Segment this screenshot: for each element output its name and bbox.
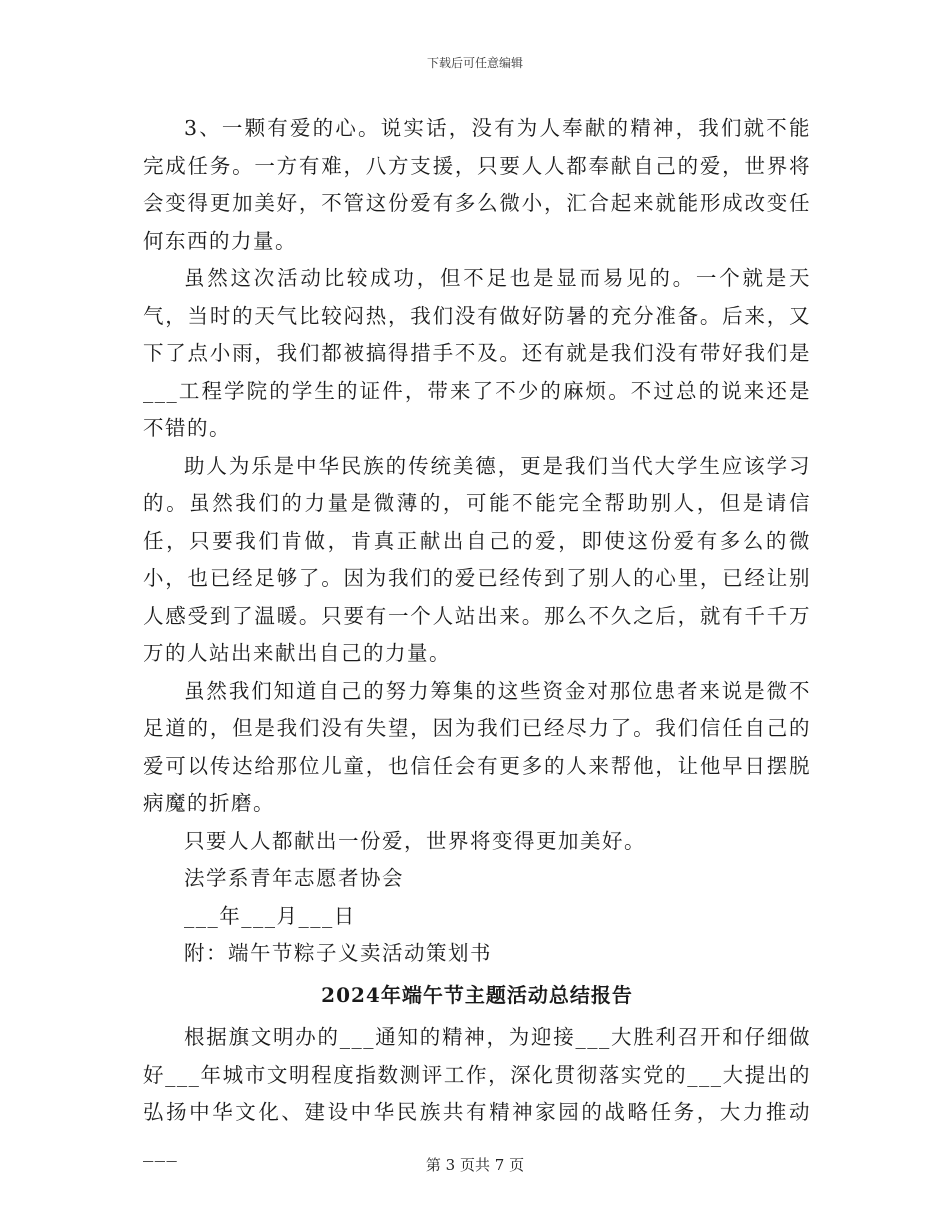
section-paragraph: 根据旗文明办的___通知的精神，为迎接___大胜利召开和仔细做好___年城市文明程度指数测评工作，深化贯彻落实党的___大提出的弘扬中华文化、建设中华民族共有精神家园的战略任务，大力推动___: [143, 1025, 811, 1162]
paragraph-helping-others: 助人为乐是中华民族的传统美德，更是我们当代大学生应该学习的。虽然我们的力量是微薄的，可能不能完全帮助别人，但是请信任，只要我们肯做，肯真正献出自己的爱，即使这份爱有多么的微小，也已经足够了。因为我们的爱已经传到了别人的心里，已经让别人感受到了温暖。只要有一个人站出来。那么不久之后，就有千千万万的人站出来献出自己的力量。: [143, 453, 811, 665]
attachment-note: 附：端午节粽子义卖活动策划书: [184, 941, 492, 965]
paragraph-funds: 虽然我们知道自己的努力筹集的这些资金对那位患者来说是微不足道的，但是我们没有失望，因为我们已经尽力了。我们信任自己的爱可以传达给那位儿童，也信任会有更多的人来帮他，让他早日摆脱病魔的折磨。: [143, 678, 811, 815]
signature-organization: 法学系青年志愿者协会: [184, 866, 404, 890]
section-title: 2024年端午节主题活动总结报告: [321, 982, 633, 1007]
page-header: 下载后可任意编辑: [426, 56, 523, 70]
signature-date: ___年___月___日: [184, 903, 356, 928]
paragraph-closing: 只要人人都献出一份爱，世界将变得更加美好。: [184, 828, 646, 853]
document-body: [143, 110, 811, 1169]
paragraph-loving-heart: 3、一颗有爱的心。说实话，没有为人奉献的精神，我们就不能完成任务。一方有难，八方支援，只要人人都奉献自己的爱，世界将会变得更加美好，不管这份爱有多么微小，汇合起来就能形成改变任何东西的力量。: [143, 116, 811, 253]
page-number: 第 3 页共 7 页: [425, 1156, 525, 1174]
paragraph-shortcomings: 虽然这次活动比较成功，但不足也是显而易见的。一个就是天气，当时的天气比较闷热，我们没有做好防暑的充分准备。后来，又下了点小雨，我们都被搞得措手不及。还有就是我们没有带好我们是___工程学院的学生的证件，带来了不少的麻烦。不过总的说来还是不错的。: [143, 266, 811, 440]
